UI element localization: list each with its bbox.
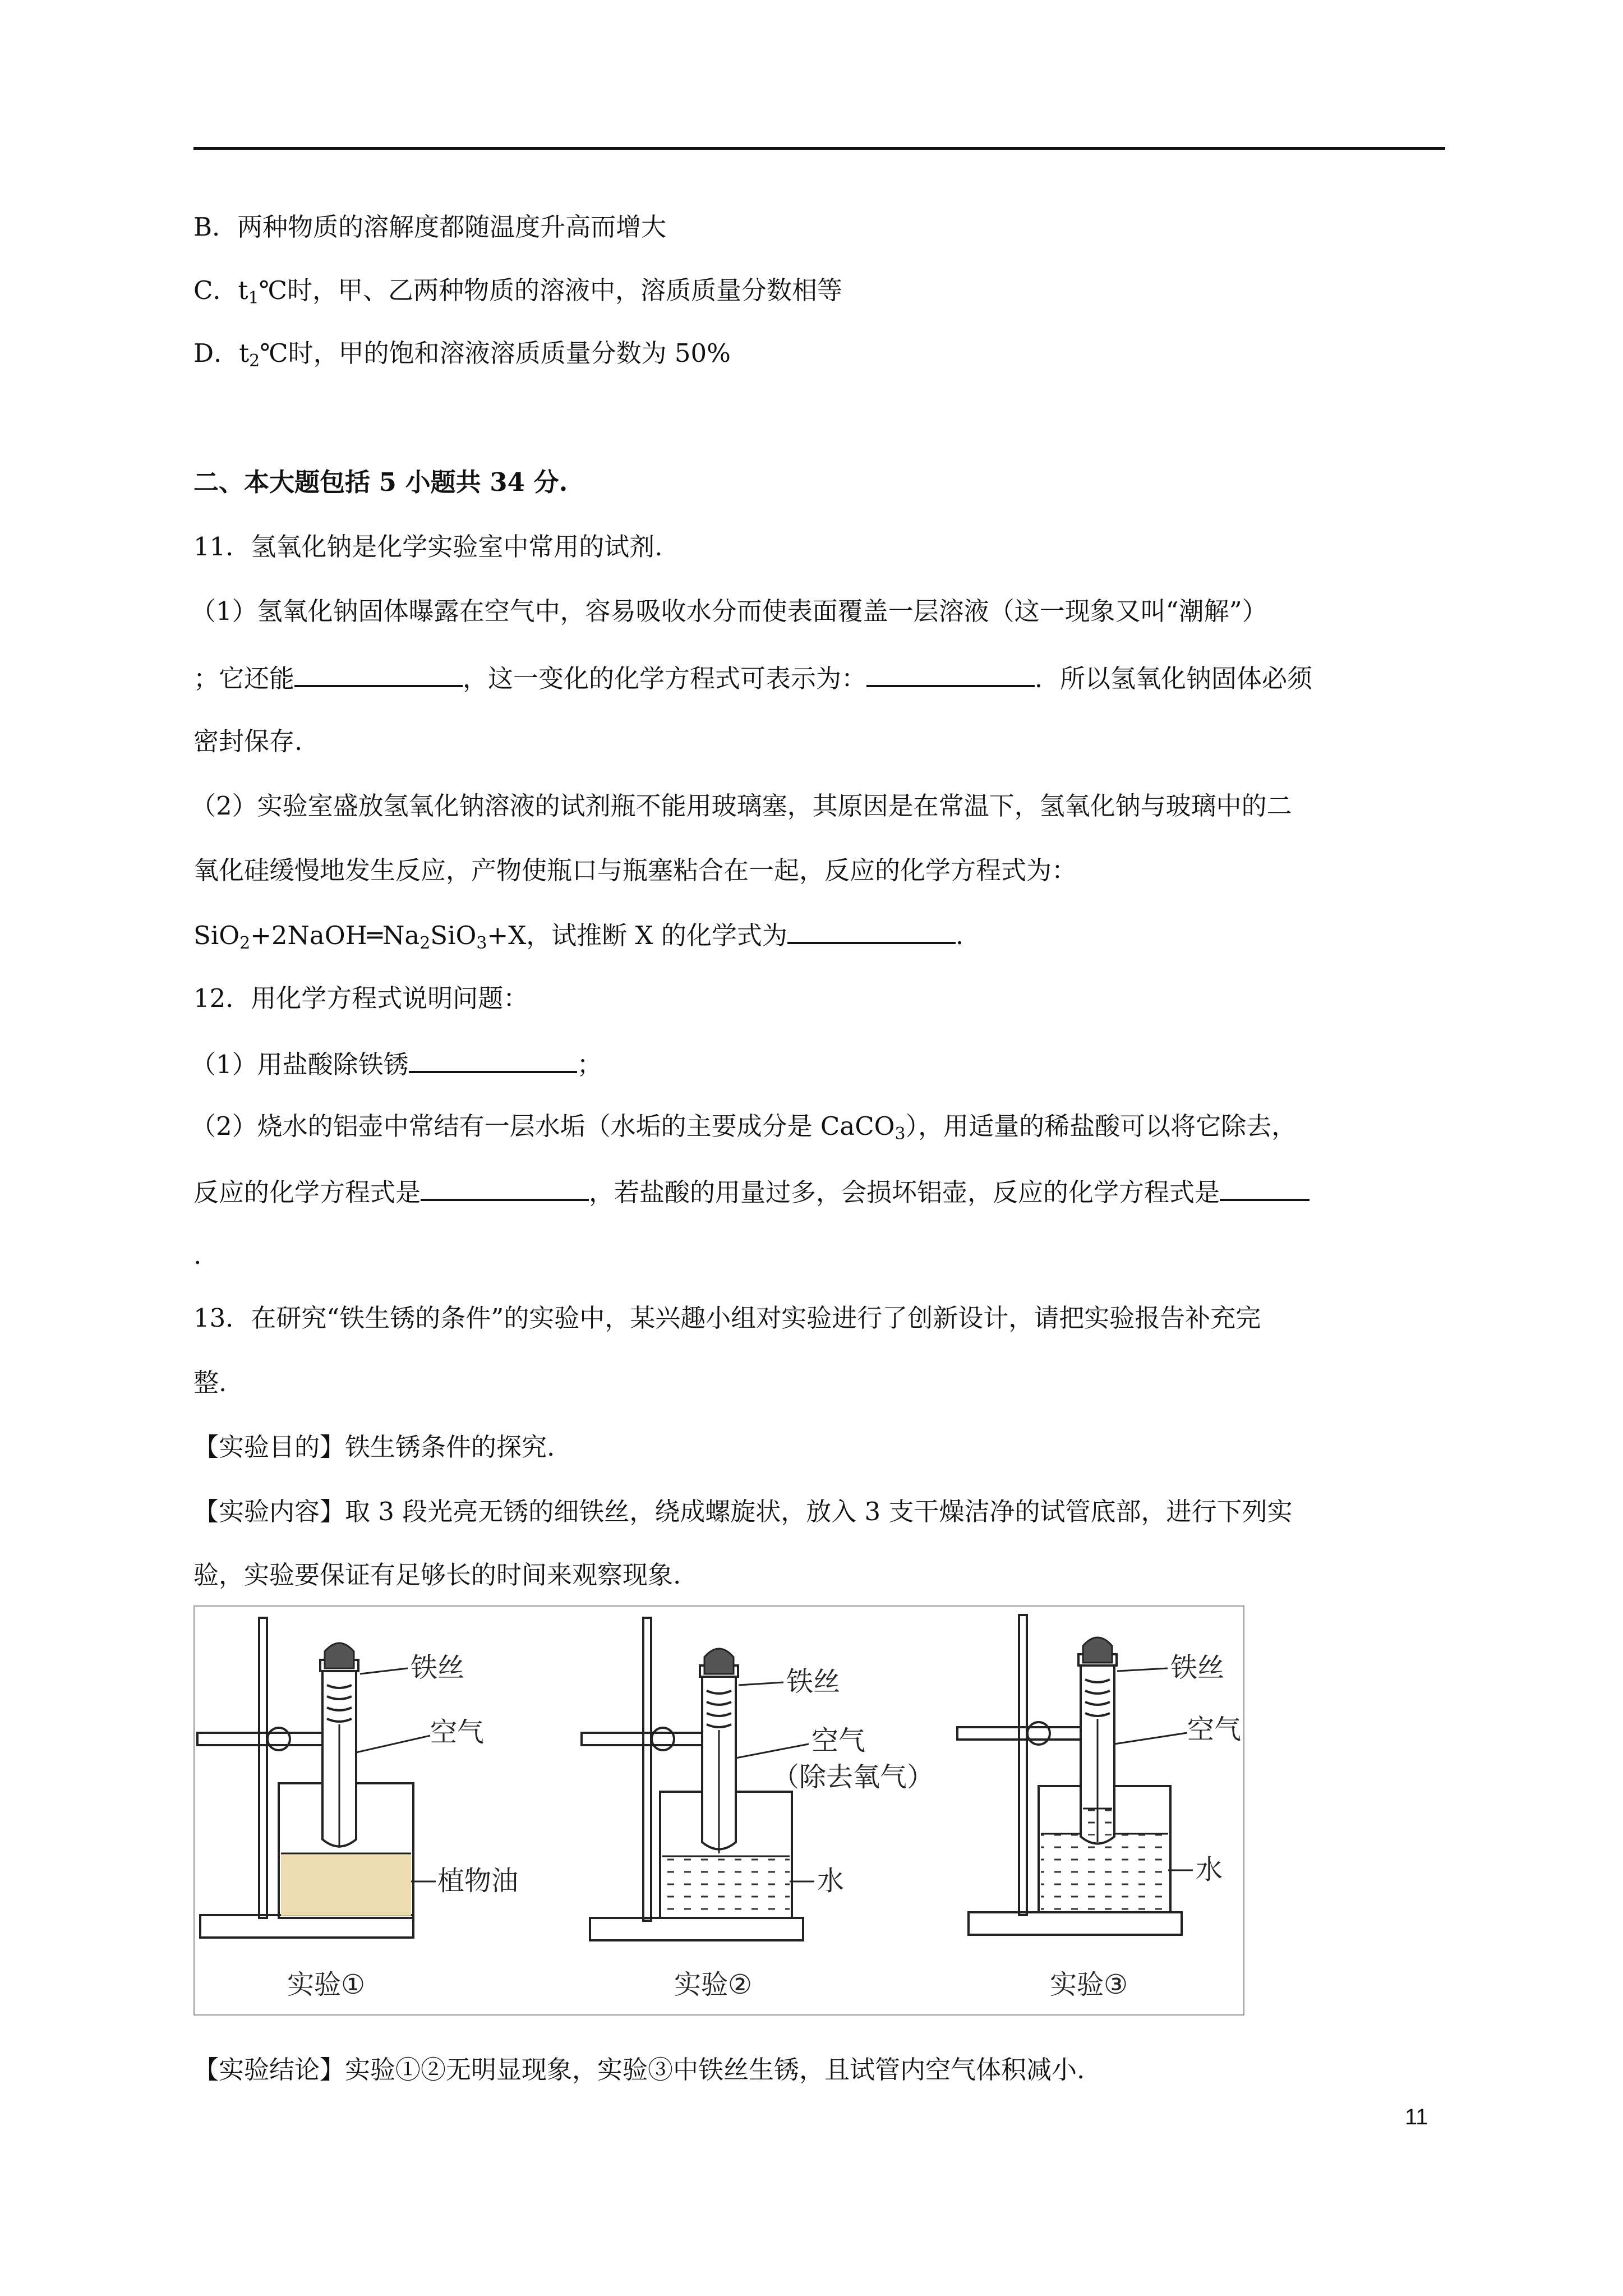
- experiment-2-apparatus: [582, 1618, 934, 2000]
- exp1-wire-label: 铁丝: [411, 1652, 465, 1683]
- answer-blank[interactable]: [409, 1046, 577, 1073]
- q12-part1: （1）用盐酸除铁锈 ；: [191, 1046, 602, 1082]
- stand-rod: [1019, 1615, 1027, 1915]
- section-heading: 二、本大题包括 5 小题共 34 分.: [193, 467, 568, 497]
- answer-blank[interactable]: [787, 917, 956, 944]
- water-layer: [1041, 1834, 1168, 1910]
- q13-content-line1: 【实验内容】取 3 段光亮无锈的细铁丝，绕成螺旋状，放入 3 支干燥洁净的试管底部，进行下列实: [193, 1497, 1293, 1526]
- experiment-3-apparatus: [957, 1615, 1241, 2000]
- tube-stopper: [1083, 1637, 1112, 1663]
- q13-title-line1: 13．在研究“铁生锈的条件”的实验中，某兴趣小组对实验进行了创新设计，请把实验报告补充完: [193, 1303, 1261, 1333]
- tube-stopper: [325, 1643, 354, 1668]
- stand-rod: [643, 1618, 651, 1921]
- stand-rod: [259, 1618, 267, 1918]
- clamp-arm: [957, 1727, 1092, 1740]
- clamp-arm: [582, 1733, 716, 1745]
- answer-blank[interactable]: [866, 660, 1035, 687]
- q12-part2-line3: .: [193, 1240, 202, 1270]
- q11-part2-line2: 氧化硅缓慢地发生反应，产物使瓶口与瓶塞粘合在一起，反应的化学方程式为：: [193, 855, 1077, 885]
- water-layer: [662, 1856, 790, 1916]
- exp3-caption: 实验③: [1050, 1969, 1128, 2000]
- stand-base: [969, 1912, 1182, 1935]
- exp2-air-note: （除去氧气）: [772, 1761, 934, 1793]
- q11-part2-line1: （2）实验室盛放氢氧化钠溶液的试剂瓶不能用玻璃塞，其原因是在常温下，氢氧化钠与玻璃中的二: [191, 791, 1292, 821]
- exp2-water-label: 水: [817, 1865, 845, 1897]
- q13-purpose: 【实验目的】铁生锈条件的探究.: [193, 1432, 555, 1462]
- experiment-1-apparatus: [197, 1618, 518, 2000]
- q11-equation-line: $SiO_2+2NaOH═Na_2SiO_3+X$，试推断 X 的化学式为 .: [193, 917, 963, 960]
- header-rule: [193, 147, 1445, 150]
- clamp-screw: [652, 1728, 674, 1750]
- exp2-wire-label: 铁丝: [786, 1666, 841, 1697]
- q13-conclusion: 【实验结论】实验①②无明显现象，实验③中铁丝生锈，且试管内空气体积减小.: [193, 2055, 1085, 2085]
- q11-part1-line3: 密封保存.: [193, 726, 303, 756]
- answer-blank[interactable]: [1220, 1174, 1310, 1201]
- answer-blank[interactable]: [421, 1174, 589, 1201]
- exp3-water-label: 水: [1196, 1854, 1223, 1885]
- q11-title: 11．氢氧化钠是化学实验室中常用的试剂.: [193, 532, 663, 562]
- option-c: C．$t_1℃$时，甲、乙两种物质的溶液中，溶质质量分数相等: [193, 275, 842, 308]
- exp1-caption: 实验①: [287, 1969, 366, 2000]
- exp1-air-label: 空气: [430, 1717, 485, 1748]
- vegetable-oil-layer: [281, 1853, 411, 1916]
- experiment-figure: [193, 1605, 1244, 2016]
- q12-title: 12．用化学方程式说明问题：: [193, 983, 529, 1013]
- q12-part2-line2: 反应的化学方程式是 ，若盐酸的用量过多，会损坏铝壶，反应的化学方程式是: [193, 1174, 1310, 1209]
- q13-content-line2: 验，实验要保证有足够长的时间来观察现象.: [193, 1560, 681, 1590]
- option-b: B．两种物质的溶解度都随温度升高而增大: [193, 212, 667, 242]
- clamp-screw: [268, 1728, 290, 1750]
- exp3-wire-label: 铁丝: [1170, 1652, 1225, 1683]
- page-number: 11: [1405, 2105, 1428, 2129]
- clamp-screw: [1027, 1722, 1050, 1745]
- answer-blank[interactable]: [294, 660, 463, 687]
- stand-base: [590, 1918, 803, 1940]
- exp3-air-label: 空气: [1187, 1714, 1242, 1745]
- exp2-air-label: 空气: [811, 1725, 866, 1756]
- option-d: D．$t_2℃$时，甲的饱和溶液溶质质量分数为 50%: [193, 338, 731, 371]
- q12-part2-line1: （2）烧水的铝壶中常结有一层水垢（水垢的主要成分是 CaCO$_3$），用适量的稀盐酸可以将它除去，: [191, 1111, 1297, 1144]
- exp1-oil-label: 植物油: [437, 1865, 519, 1897]
- q13-title-line2: 整.: [193, 1368, 227, 1397]
- q11-part1-line1: （1）氢氧化钠固体曝露在空气中，容易吸收水分而使表面覆盖一层溶液（这一现象又叫“潮解”）: [191, 596, 1267, 626]
- tube-stopper: [704, 1649, 734, 1674]
- exp2-caption: 实验②: [674, 1969, 753, 2000]
- q11-part1-line2: ；它还能 ，这一变化的化学方程式可表示为： ．所以氢氧化钠固体必须: [193, 660, 1312, 696]
